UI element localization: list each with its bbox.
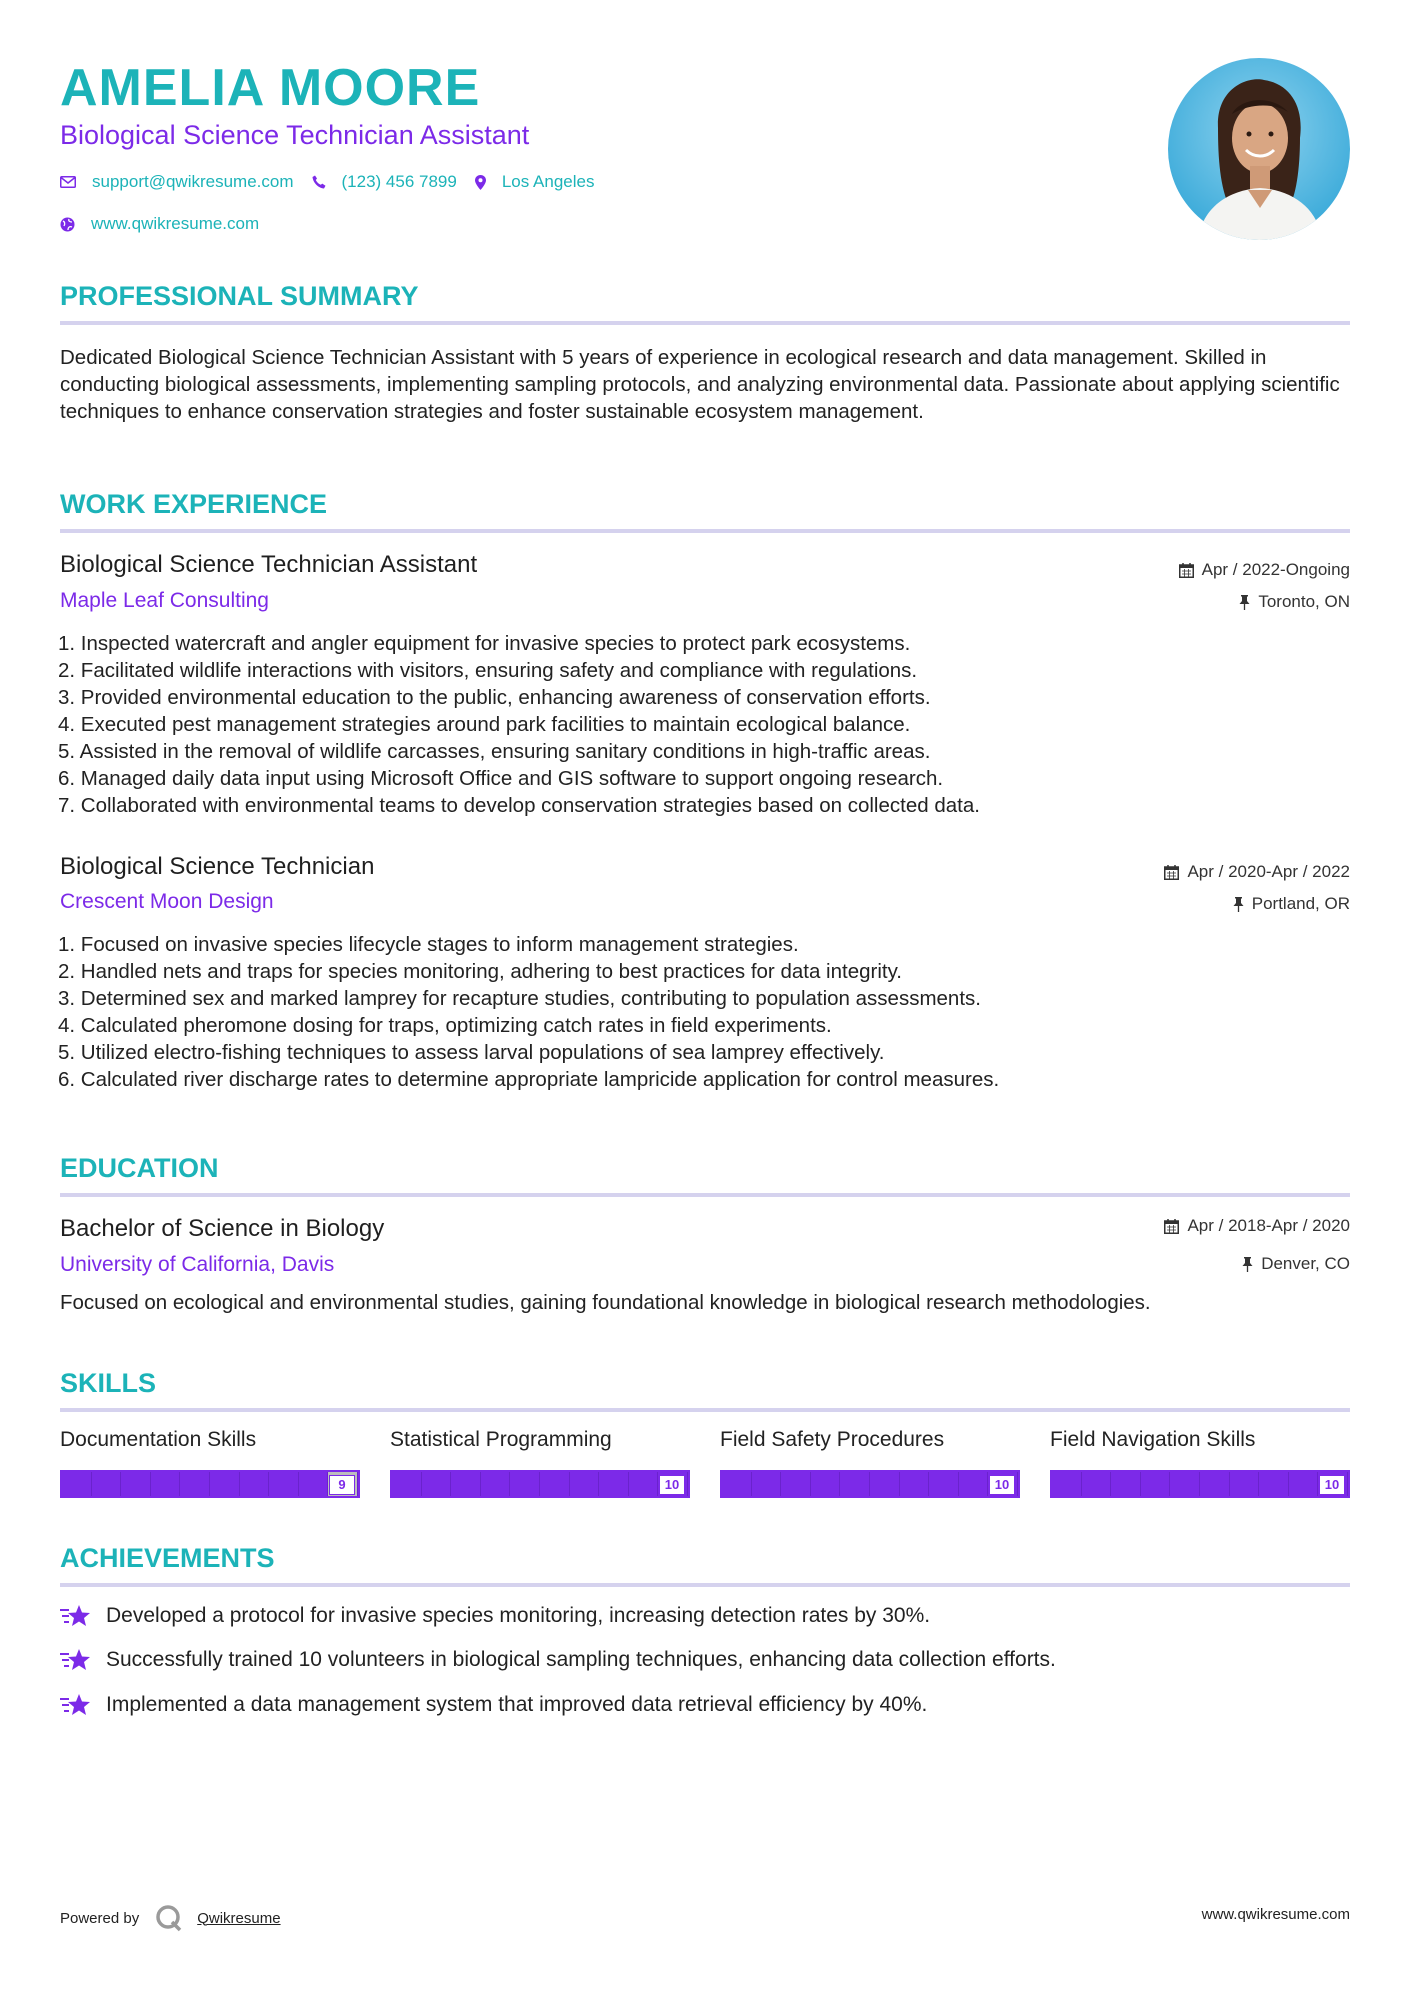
skill-bar-segment — [422, 1472, 452, 1496]
skills-heading: SKILLS — [60, 1368, 157, 1398]
phone-text: (123) 456 7899 — [341, 172, 457, 191]
skill-score: 10 — [989, 1475, 1015, 1495]
education-dates — [1164, 1216, 1350, 1236]
contact-email[interactable] — [60, 172, 294, 192]
skill-bar-segment — [1170, 1472, 1200, 1496]
skill-item — [60, 1428, 360, 1498]
job-location — [1233, 894, 1350, 914]
section-divider — [60, 1408, 1350, 1412]
list-item: 7. Collaborated with environmental teams to develop conservation strategies based on collected data. — [58, 794, 980, 817]
skill-bar-segment — [722, 1472, 752, 1496]
pushpin-icon — [1242, 1257, 1253, 1272]
section-divider — [60, 1583, 1350, 1587]
job-bullets — [58, 630, 1358, 819]
contact-row — [60, 172, 612, 192]
candidate-title: Biological Science Technician Assistant — [60, 120, 530, 150]
section-divider — [60, 1193, 1350, 1197]
skill-item — [390, 1428, 690, 1498]
skill-bar-segment — [121, 1472, 151, 1496]
envelope-icon — [60, 176, 76, 188]
skill-bar-segment — [1111, 1472, 1141, 1496]
achievement-text: Developed a protocol for invasive species monitoring, increasing detection rates by 30%. — [106, 1604, 931, 1627]
star-icon — [60, 1604, 92, 1628]
achievement-item — [60, 1693, 927, 1717]
calendar-icon — [1164, 1219, 1179, 1234]
phone-icon — [312, 175, 326, 189]
education-dates-text: Apr / 2018-Apr / 2020 — [1187, 1216, 1350, 1235]
skill-bar — [60, 1470, 360, 1498]
list-item: 2. Facilitated wildlife interactions with visitors, ensuring safety and compliance with regulations. — [58, 659, 918, 682]
job-dates-text: Apr / 2022-Ongoing — [1201, 560, 1350, 579]
skill-bar-segment — [840, 1472, 870, 1496]
calendar-icon — [1179, 563, 1194, 578]
skill-bar-segment — [392, 1472, 422, 1496]
section-divider — [60, 321, 1350, 325]
skill-bar — [390, 1470, 690, 1498]
map-pin-icon — [475, 175, 486, 190]
skill-bar-segment — [210, 1472, 240, 1496]
skill-bar — [720, 1470, 1020, 1498]
contact-phone[interactable] — [312, 172, 457, 192]
achievement-item — [60, 1604, 930, 1628]
list-item: 1. Inspected watercraft and angler equipment for invasive species to protect park ecosystems. — [58, 632, 911, 655]
skill-bar-segment — [451, 1472, 481, 1496]
achievement-item — [60, 1648, 1056, 1672]
skill-bar-segment — [62, 1472, 92, 1496]
skill-name: Documentation Skills — [60, 1428, 257, 1451]
list-item: 3. Determined sex and marked lamprey for recapture studies, contributing to population assessments. — [58, 987, 981, 1010]
skill-bar-segment — [1200, 1472, 1230, 1496]
contact-location — [475, 172, 595, 192]
list-item: 1. Focused on invasive species lifecycle stages to inform management strategies. — [58, 933, 799, 956]
skill-bar-segment — [1230, 1472, 1260, 1496]
skill-bar-segment — [92, 1472, 122, 1496]
qwikresume-link[interactable]: Qwikresume — [197, 1909, 281, 1927]
list-item: 5. Assisted in the removal of wildlife carcasses, ensuring sanitary conditions in high-traffic areas. — [58, 740, 931, 763]
skill-bar-segment — [781, 1472, 811, 1496]
skill-item — [1050, 1428, 1350, 1498]
globe-icon — [60, 217, 75, 232]
location-text: Los Angeles — [501, 172, 595, 191]
summary-text: Dedicated Biological Science Technician Assistant with 5 years of experience in ecological research and data management. Skilled in conducting biological assessments, implementing sampling protocols, and analyzing environmental data. Passionate about applying scientific techniques to enhance conservation strategies and foster sustainable ecosystem management. — [60, 346, 1340, 423]
education-heading: EDUCATION — [60, 1153, 219, 1183]
list-item: 4. Executed pest management strategies around park facilities to maintain ecological balance. — [58, 713, 911, 736]
job-dates — [1164, 862, 1350, 882]
skill-bar — [1050, 1470, 1350, 1498]
skill-bar-segment — [269, 1472, 299, 1496]
star-icon — [60, 1648, 92, 1672]
school-name: University of California, Davis — [60, 1253, 335, 1276]
job-dates — [1179, 560, 1350, 580]
skill-bar-segment — [151, 1472, 181, 1496]
star-icon — [60, 1693, 92, 1717]
contact-website[interactable] — [60, 214, 259, 234]
skill-name: Field Safety Procedures — [720, 1428, 945, 1451]
skill-bar-segment — [540, 1472, 570, 1496]
job-location-text: Toronto, ON — [1258, 592, 1350, 611]
job-company: Maple Leaf Consulting — [60, 589, 269, 612]
skill-score: 9 — [329, 1475, 355, 1495]
skill-score: 10 — [1319, 1475, 1345, 1495]
skill-bar-segment — [929, 1472, 959, 1496]
job-dates-text: Apr / 2020-Apr / 2022 — [1187, 862, 1350, 881]
pushpin-icon — [1239, 595, 1250, 610]
footer-website[interactable]: www.qwikresume.com — [1201, 1906, 1350, 1923]
skill-bar-segment — [1082, 1472, 1112, 1496]
skill-bar-segment — [1141, 1472, 1171, 1496]
skill-name: Statistical Programming — [390, 1428, 612, 1451]
education-location-text: Denver, CO — [1261, 1254, 1350, 1273]
list-item: 2. Handled nets and traps for species monitoring, adhering to best practices for data integrity. — [58, 960, 903, 983]
skill-score: 10 — [659, 1475, 685, 1495]
degree-title: Bachelor of Science in Biology — [60, 1215, 385, 1242]
footer-powered-by — [60, 1904, 281, 1932]
section-divider — [60, 529, 1350, 533]
contact-row-website — [60, 214, 277, 234]
list-item: 5. Utilized electro-fishing techniques to assess larval populations of sea lamprey effectively. — [58, 1041, 885, 1064]
email-text: support@qwikresume.com — [92, 172, 294, 191]
skill-bar-segment — [629, 1472, 659, 1496]
job-company: Crescent Moon Design — [60, 890, 274, 913]
skill-bar-segment — [599, 1472, 629, 1496]
skill-bar-segment — [570, 1472, 600, 1496]
website-text: www.qwikresume.com — [91, 214, 260, 233]
powered-by-label: Powered by — [60, 1909, 140, 1927]
list-item: 4. Calculated pheromone dosing for traps, optimizing catch rates in field experiments. — [58, 1014, 832, 1037]
achievement-text: Implemented a data management system that improved data retrieval efficiency by 40%. — [106, 1693, 928, 1716]
skill-bar-segment — [510, 1472, 540, 1496]
list-item: 6. Managed daily data input using Microsoft Office and GIS software to support ongoing research. — [58, 767, 944, 790]
skill-name: Field Navigation Skills — [1050, 1428, 1256, 1451]
achievement-text: Successfully trained 10 volunteers in biological sampling techniques, enhancing data collection efforts. — [106, 1648, 1056, 1671]
skill-bar-segment — [180, 1472, 210, 1496]
summary-heading: PROFESSIONAL SUMMARY — [60, 281, 419, 311]
skill-bar-segment — [1052, 1472, 1082, 1496]
job-bullets — [58, 931, 1358, 1093]
skill-bar-segment — [900, 1472, 930, 1496]
skill-bar-segment — [240, 1472, 270, 1496]
candidate-name: AMELIA MOORE — [60, 59, 481, 117]
skill-bar-segment — [481, 1472, 511, 1496]
skill-bar-segment — [811, 1472, 841, 1496]
qwikresume-logo-icon — [155, 1904, 183, 1932]
profile-photo — [1168, 58, 1350, 240]
list-item: 6. Calculated river discharge rates to determine appropriate lampricide application for control measures. — [58, 1068, 1000, 1091]
skill-bar-segment — [1289, 1472, 1319, 1496]
education-location — [1242, 1254, 1350, 1274]
experience-heading: WORK EXPERIENCE — [60, 489, 328, 519]
skill-item — [720, 1428, 1020, 1498]
job-title: Biological Science Technician — [60, 853, 375, 880]
skill-bar-segment — [959, 1472, 989, 1496]
skill-bar-segment — [752, 1472, 782, 1496]
list-item: 3. Provided environmental education to the public, enhancing awareness of conservation efforts. — [58, 686, 931, 709]
pushpin-icon — [1233, 897, 1244, 912]
job-location — [1239, 592, 1350, 612]
skill-bar-segment — [1259, 1472, 1289, 1496]
education-description: Focused on ecological and environmental studies, gaining foundational knowledge in biological research methodologies. — [60, 1291, 1151, 1314]
skill-bar-segment — [299, 1472, 329, 1496]
achievements-heading: ACHIEVEMENTS — [60, 1543, 275, 1573]
job-location-text: Portland, OR — [1251, 894, 1350, 913]
skill-bar-segment — [870, 1472, 900, 1496]
job-title: Biological Science Technician Assistant — [60, 551, 478, 578]
calendar-icon — [1164, 865, 1179, 880]
